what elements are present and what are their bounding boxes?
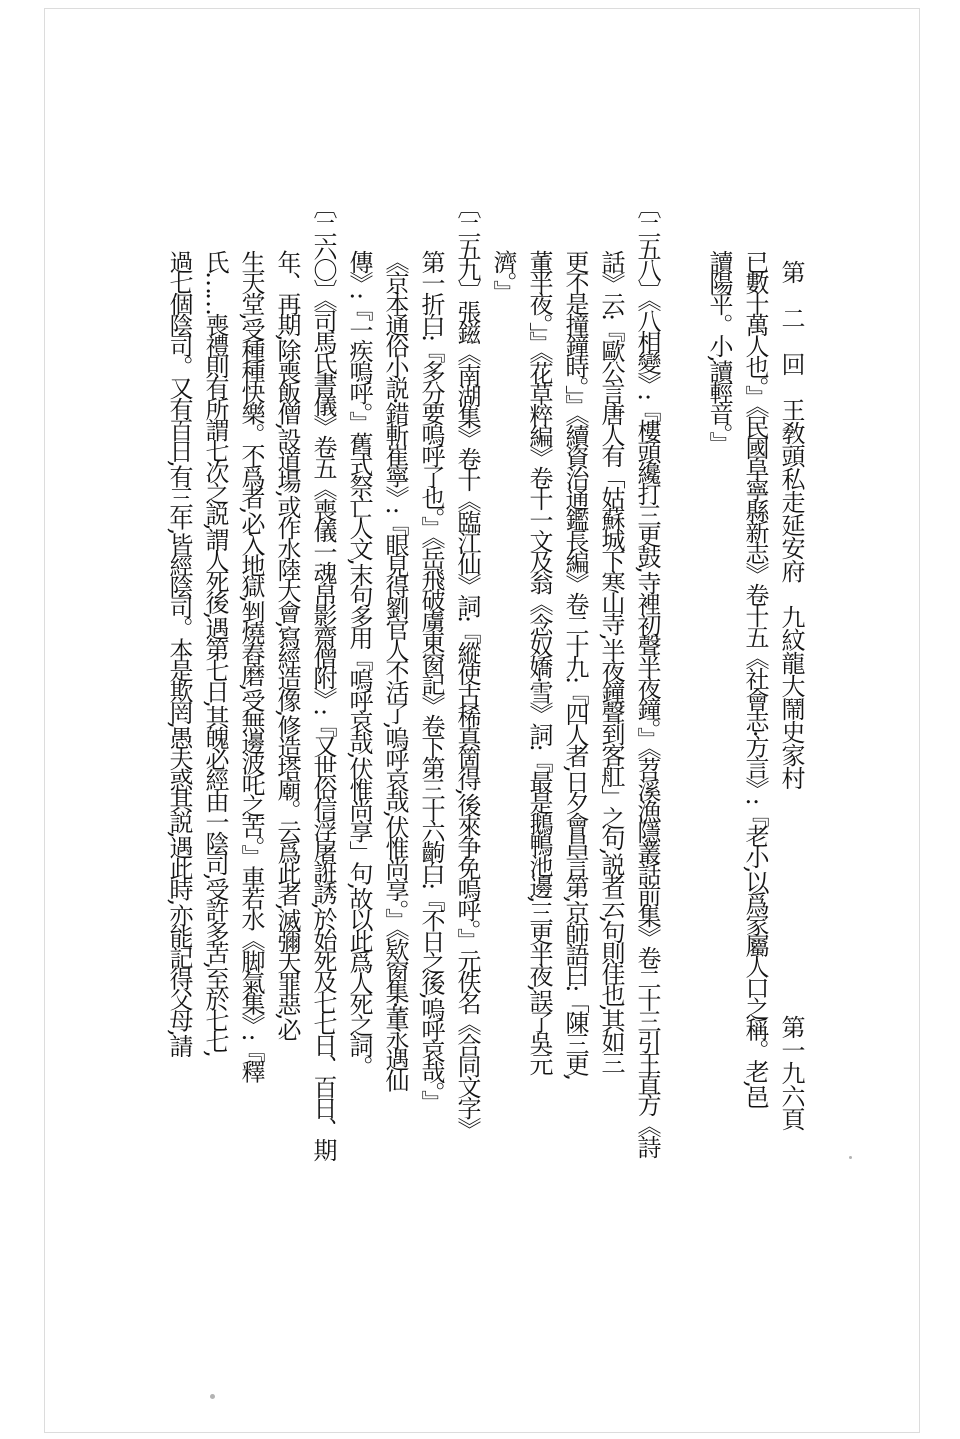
text-column: 濟。』 <box>489 250 517 301</box>
chapter-heading: 第 二 回 王敎頭私走延安府 九紋龍大鬧史家村 <box>777 260 805 789</box>
text-column: 氏……喪禮則有所謂七次之説,謂人死後,遇第七日,其魄必經由一陰司,受許多苦,至於七七, <box>201 250 229 1055</box>
text-column: 已數十萬人也。』《民國阜寧縣新志》卷十五《社會志·方言》:『老小,以爲家屬人口之稱。老,邑 <box>741 250 769 1106</box>
text-column: 更不是撞鐘時。」』《續資治通鑑長編》卷二十九:『四人者,日夕會昌言第,京師語曰:「陳三更, <box>561 250 589 1079</box>
entry-column-258: 〔二五八〕《八相變》:『樓頭纔打三更鼓,寺裡初聲半夜鐘。』《苕溪漁隱叢話前集》卷二十三引王直方《詩 <box>633 195 661 1156</box>
text-column: 生天堂,受種種快樂。不爲者,必入地獄,剉燒舂磨,受無邊波吒之苦。』車若水《脚氣集》:『釋 <box>237 250 265 1081</box>
scan-speck <box>849 1156 852 1159</box>
entry-column-260: 〔二六〇〕《司馬氏書儀》卷五《喪儀一魂帛影齋僧附》:『又世俗信浮屠誑誘,於始死及七七日、百日、期 <box>309 195 337 1159</box>
text-column: 年、再期,除喪飯僧,設道場,或作水陸大會,寫經造像,修造塔廟。云爲此者,滅彌天罪惡,必 <box>273 250 301 1039</box>
text-block <box>165 195 804 1240</box>
text-column: 第一折白:『多分要嗚呼了也。』《岳飛破虜東窗記》卷下第三十六齣白:『不日之後,嗚呼哀哉。』 <box>417 250 445 1111</box>
text-column: 讀陽平。小,讀輕音。』 <box>705 250 733 453</box>
text-column: 傳》:『一疾嗚呼。』舊式祭亡人文,末句多用『嗚呼哀哉,伏惟尚享」句,故以此爲人死之詞。 <box>345 250 373 1076</box>
scan-speck <box>210 1394 215 1399</box>
text-column: 過七個陰司。又有百日,有三年,皆經陰司。本是欺罔,愚夫惑其説,遇此時,亦能記得父母,請 <box>165 250 193 1055</box>
column-gap <box>669 195 696 1240</box>
header-column <box>777 195 804 1240</box>
text-column: 話》云:『歐公言唐人有「姑蘇城下寒山寺,半夜鐘聲到客舡」之句,説者云,句則佳也,其如三 <box>597 250 625 1072</box>
text-column: 《京本通俗小説·錯斬崔寧》:『眼見得劉官人不活了,嗚呼哀哉,伏惟尚享。』《欵窗集·董永遇仙 <box>381 250 409 1090</box>
text-column: 董半夜。」』《花草粹編》卷十一文及翁《念奴嬌·雪》詞:『最是鵝鴨池邊,三更半夜,誤了吳元 <box>525 250 553 1073</box>
page-number: 第一九六頁 <box>777 1015 805 1130</box>
entry-column-259: 〔二五九〕張鎡《南湖集》卷十《臨江仙》詞:『縱使古稀真箇得,後來争免嗚呼。』元佚名《合同文字》 <box>453 195 481 1138</box>
